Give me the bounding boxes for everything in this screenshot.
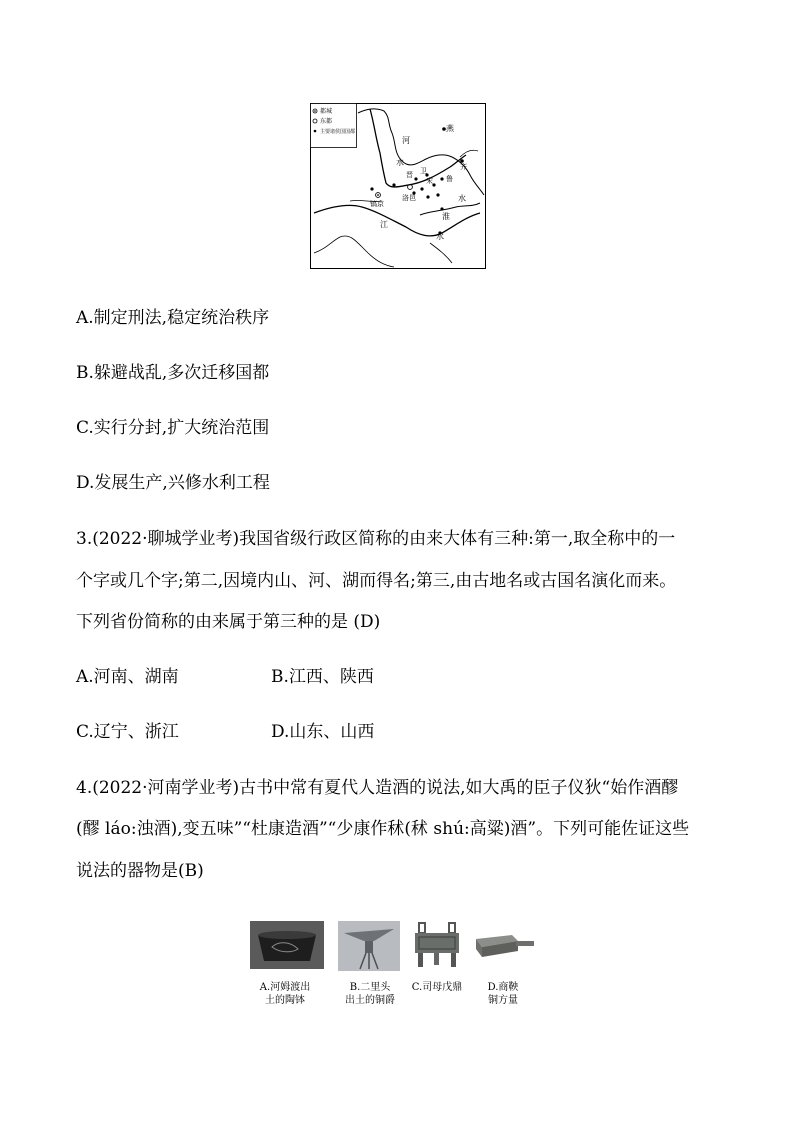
bronze-measure-image bbox=[470, 921, 536, 961]
legend-capital: 都城 bbox=[320, 108, 333, 115]
label-lu: 鲁 bbox=[446, 175, 453, 183]
label-yan: 燕 bbox=[446, 124, 454, 133]
q2-option-b: B.躲避战乱,多次迁移国都 bbox=[76, 363, 270, 383]
q3-option-c: C.辽宁、浙江 bbox=[76, 722, 179, 742]
label-huai: 淮 bbox=[442, 212, 450, 221]
label-jin: 晋 bbox=[406, 171, 413, 179]
label-shui3: 水 bbox=[436, 232, 444, 241]
q2-option-d: D.发展生产,兴修水利工程 bbox=[76, 473, 270, 493]
legend-vassal-capital-icon bbox=[314, 130, 317, 133]
label-shui1: 水 bbox=[396, 158, 404, 167]
bronze-jue-image bbox=[338, 921, 400, 971]
pottery-bowl-image bbox=[250, 921, 324, 969]
map-legend-box bbox=[311, 104, 357, 148]
caption-b: B.二里头 出土的铜爵 bbox=[345, 982, 395, 1006]
q3-option-a: A.河南、湖南 bbox=[76, 667, 179, 687]
label-jiang: 江 bbox=[380, 220, 388, 229]
q3-stem-line1: 3.(2022·聊城学业考)我国省级行政区简称的由来大体有三种:第一,取全称中的一 bbox=[76, 529, 676, 549]
caption-d: D.商鞅 铜方量 bbox=[487, 982, 519, 1006]
caption-a: A.河姆渡出 土的陶钵 bbox=[259, 982, 311, 1006]
q3-option-d: D.山东、山西 bbox=[271, 722, 375, 742]
label-shui2: 水 bbox=[458, 194, 466, 203]
label-haojing: 镐京 bbox=[370, 200, 384, 208]
label-luoyi: 洛邑 bbox=[402, 194, 416, 202]
q3-option-b: B.江西、陕西 bbox=[271, 667, 374, 687]
q2-option-c: C.实行分封,扩大统治范围 bbox=[76, 418, 270, 438]
western-zhou-map bbox=[310, 103, 486, 269]
caption-c: C.司母戊鼎 bbox=[411, 982, 463, 993]
q4-stem-line3: 说法的器物是(B) bbox=[76, 861, 204, 881]
label-qi: 齐 bbox=[460, 163, 467, 171]
legend-east-capital: 东都 bbox=[320, 118, 333, 125]
lu-dot bbox=[440, 177, 443, 180]
q3-stem-line3: 下列省份简称的由来属于第三种的是 (D) bbox=[76, 612, 381, 632]
q4-stem-line2: (醪 láo:浊酒),变五味”“杜康造酒”“少康作秫(秫 shú:高粱)酒”。下列可能佐证这些 bbox=[76, 819, 690, 839]
label-he: 河 bbox=[402, 136, 410, 145]
legend-vassal-capital: 主要诸侯国国都 bbox=[320, 129, 356, 135]
q3-stem-line2: 个字或几个字;第二,因境内山、河、湖而得名;第三,由古地名或古国名演化而来。 bbox=[76, 571, 677, 591]
simuwu-ding-image bbox=[409, 921, 465, 969]
q2-option-a: A.制定刑法,稳定统治秩序 bbox=[76, 308, 270, 328]
label-wei: 卫 bbox=[420, 167, 427, 175]
q4-stem-line1: 4.(2022·河南学业考)古书中常有夏代人造酒的说法,如大禹的臣子仪狄“始作酒醪 bbox=[76, 778, 679, 798]
label-song: 宋 bbox=[426, 177, 433, 185]
